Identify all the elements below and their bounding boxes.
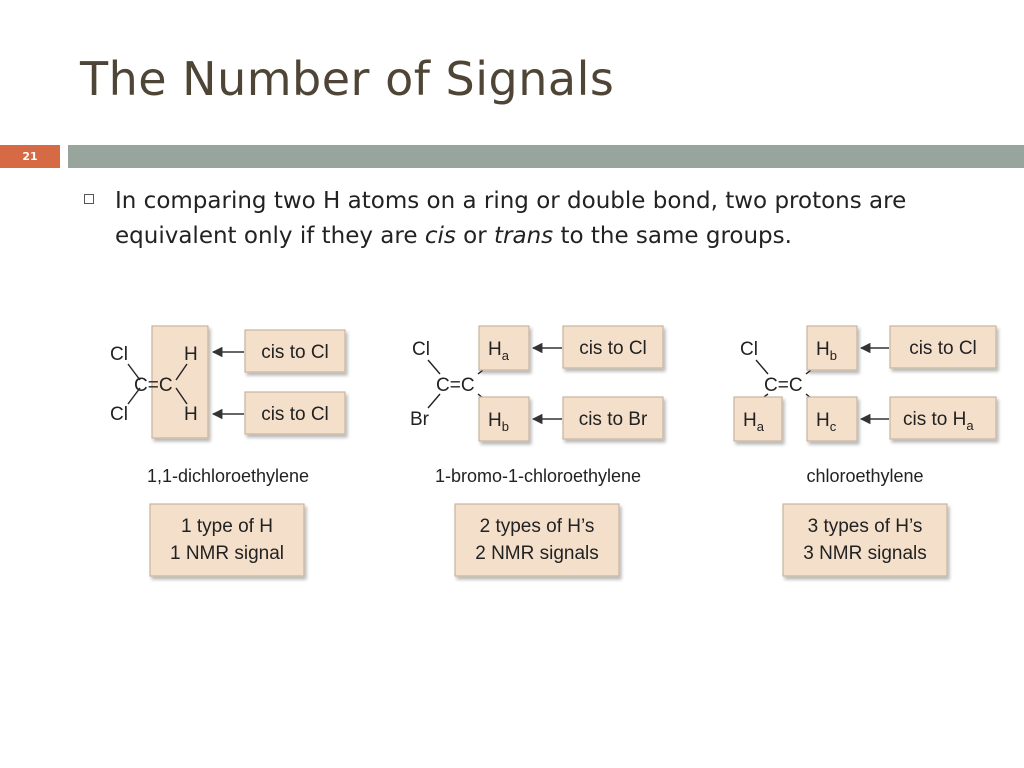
bond-upper-left (428, 360, 440, 374)
label-bottom: cis to Cl (261, 404, 329, 425)
result-box (150, 504, 304, 576)
atom-ha-symbol: H (743, 410, 757, 431)
label-top: cis to Cl (579, 338, 647, 359)
result-line-2: 1 NMR signal (169, 543, 285, 564)
double-bond: C=C (134, 375, 173, 396)
atom-hb-symbol: H (488, 410, 502, 431)
bond-upper-left (756, 360, 768, 374)
bullet-text-cis: cis (424, 223, 456, 249)
atom-hc-symbol: H (816, 410, 830, 431)
atom-hb-sub: b (501, 419, 509, 434)
label-top: cis to Cl (909, 338, 977, 359)
bullet-text-part2: or (455, 223, 494, 249)
atom-top-right: H (184, 344, 198, 365)
molecule-1-panel (110, 326, 345, 576)
result-line-2: 2 NMR signals (475, 543, 599, 564)
atom-top-left: Cl (412, 339, 430, 360)
bullet-text-part1: In comparing two H atoms on a ring or double bond, two protons are equivalent only if they are (115, 188, 907, 249)
result-line-2: 3 NMR signals (803, 543, 927, 564)
molecule-3-panel (734, 326, 996, 576)
slide-number: 21 (22, 150, 38, 163)
result-box (455, 504, 619, 576)
atom-bottom-left: Cl (110, 404, 128, 425)
atom-top-left: Cl (740, 339, 758, 360)
result-line-1: 1 type of H (181, 516, 273, 537)
atom-hc-sub: c (829, 419, 837, 434)
slide-title: The Number of Signals (80, 52, 615, 106)
atom-ha-symbol: H (488, 339, 502, 360)
label-bottom (903, 409, 974, 433)
compound-name: 1,1-dichloroethylene (146, 466, 310, 486)
double-bond: C=C (436, 375, 475, 396)
label-bottom: cis to Br (578, 409, 648, 430)
atom-top-left: Cl (110, 344, 128, 365)
atom-hb-sub: b (829, 348, 837, 363)
atom-bottom-left: Br (410, 409, 429, 430)
label-bottom-text: cis to H (903, 409, 967, 430)
atom-ha-sub: a (756, 419, 764, 434)
bond-lower-left (428, 394, 440, 408)
label-bottom-sub: a (966, 418, 974, 433)
atom-ha-sub: a (501, 348, 509, 363)
atom-hb-symbol: H (816, 339, 830, 360)
label-top: cis to Cl (261, 342, 329, 363)
bullet-text-trans: trans (494, 223, 554, 249)
result-line-1: 2 types of H’s (479, 516, 595, 537)
result-line-1: 3 types of H’s (807, 516, 923, 537)
compound-name: chloroethylene (806, 466, 924, 486)
molecule-2-panel (410, 326, 663, 576)
result-box (783, 504, 947, 576)
bullet-text-part3: to the same groups. (553, 223, 792, 249)
atom-bottom-right: H (184, 404, 198, 425)
compound-name: 1-bromo-1-chloroethylene (434, 466, 642, 486)
double-bond: C=C (764, 375, 803, 396)
